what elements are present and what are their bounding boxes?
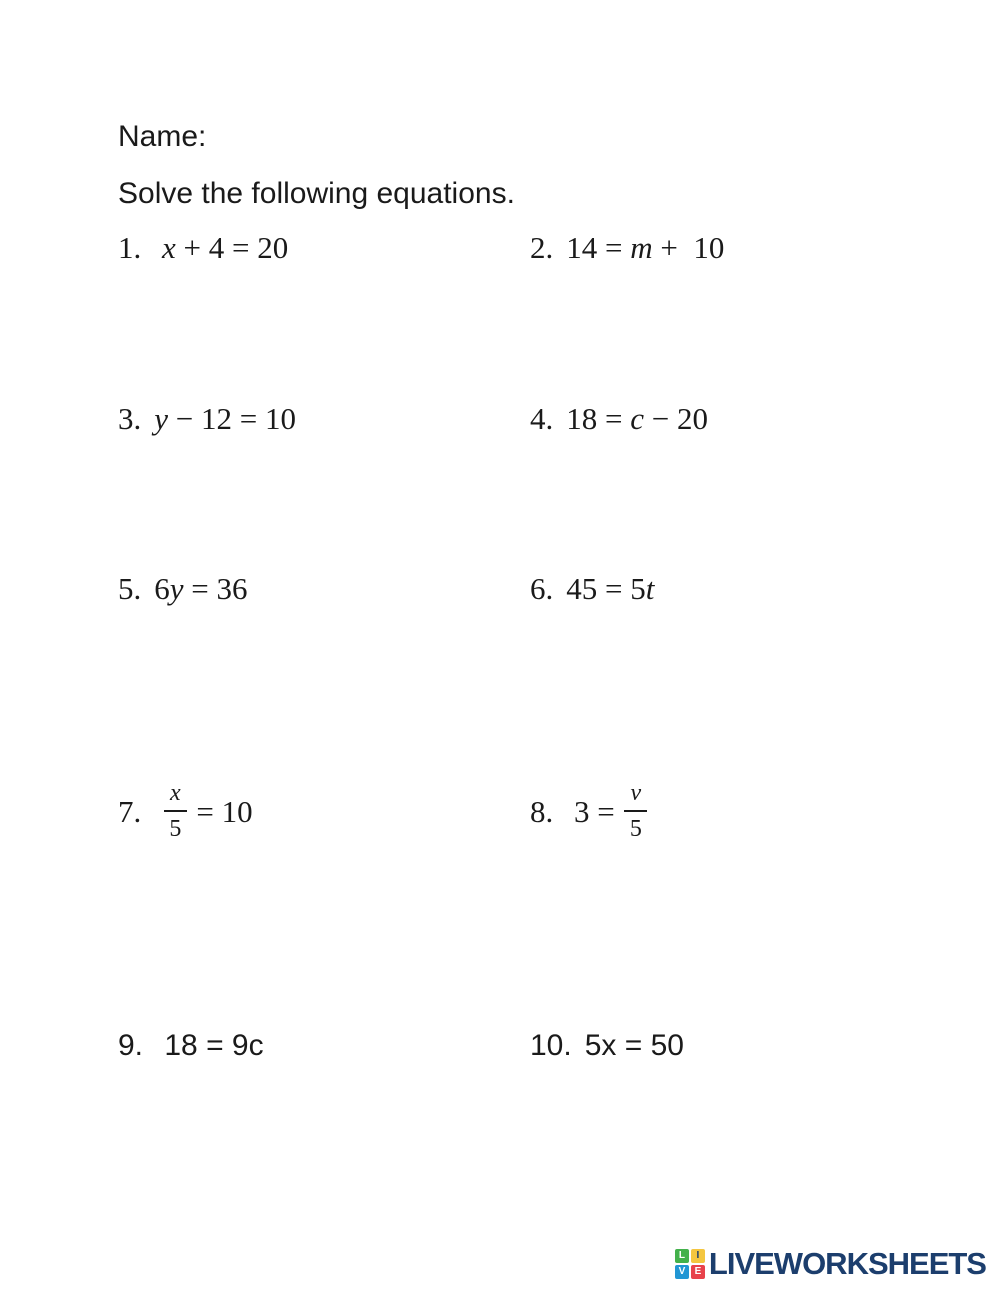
problem-row-4 [118, 780, 984, 843]
problem-4 [530, 400, 708, 437]
instructions-text: Solve the following equations. [118, 177, 515, 210]
variable: y [154, 401, 169, 436]
name-label: Name: [118, 120, 207, 153]
problem-number: 4. [530, 401, 554, 436]
equation-7: $\frac{x}{5}$ = 10 [154, 780, 252, 843]
variable: y [169, 571, 184, 606]
problem-3 [118, 400, 296, 437]
problem-5 [118, 570, 248, 607]
problem-row-3 [118, 570, 984, 607]
fraction-denominator: 5 [629, 816, 642, 843]
equation-6: 45 = 5t [566, 571, 655, 606]
problem-number: 2. [530, 230, 554, 265]
logo-tile-i: I [691, 1249, 705, 1263]
variable: t [645, 571, 655, 606]
problem-row-2 [118, 400, 984, 437]
problem-1 [118, 229, 288, 266]
fraction-numerator: v [624, 780, 647, 812]
equation-8: 3 = $\frac{v}{5}$ [566, 780, 649, 843]
fraction-numerator: x [164, 780, 187, 812]
variable: m [630, 230, 653, 265]
problem-number: 5. [118, 571, 142, 606]
equation-10: 5x = 50 [584, 1029, 684, 1062]
problem-number: 3. [118, 401, 142, 436]
equation-2: 14 = m + 10 [566, 230, 725, 265]
liveworksheets-logo [675, 1248, 986, 1279]
equation-1: x + 4 = 20 [162, 230, 289, 265]
problem-10 [530, 1028, 684, 1064]
problem-number: 9. [118, 1029, 144, 1062]
problem-7 [118, 780, 253, 843]
fraction [164, 780, 187, 843]
problem-6 [530, 570, 654, 607]
problem-number: 8. [530, 793, 554, 829]
problem-number: 7. [118, 793, 142, 829]
fraction-denominator: 5 [169, 816, 182, 843]
logo-tile-v: V [675, 1265, 689, 1279]
equation-3: y − 12 = 10 [154, 401, 296, 436]
liveworksheets-icon [675, 1249, 705, 1279]
logo-tile-l: L [675, 1249, 689, 1263]
problem-row-1 [118, 229, 984, 266]
problem-number: 1. [118, 230, 142, 265]
equation-9: 18 = 9c [156, 1029, 264, 1062]
equation-4: 18 = c − 20 [566, 401, 708, 436]
logo-tile-e: E [691, 1265, 705, 1279]
problem-number: 10. [530, 1029, 572, 1062]
problem-row-5 [118, 1028, 984, 1064]
brand-wordmark: LIVEWORKSHEETS [708, 1246, 986, 1281]
problem-2 [530, 229, 724, 266]
variable: c [630, 401, 644, 436]
equation-5: 6y = 36 [154, 571, 248, 606]
fraction [624, 780, 647, 843]
problem-9 [118, 1028, 264, 1064]
variable: x [162, 230, 176, 265]
problem-8 [530, 780, 649, 843]
problem-number: 6. [530, 571, 554, 606]
